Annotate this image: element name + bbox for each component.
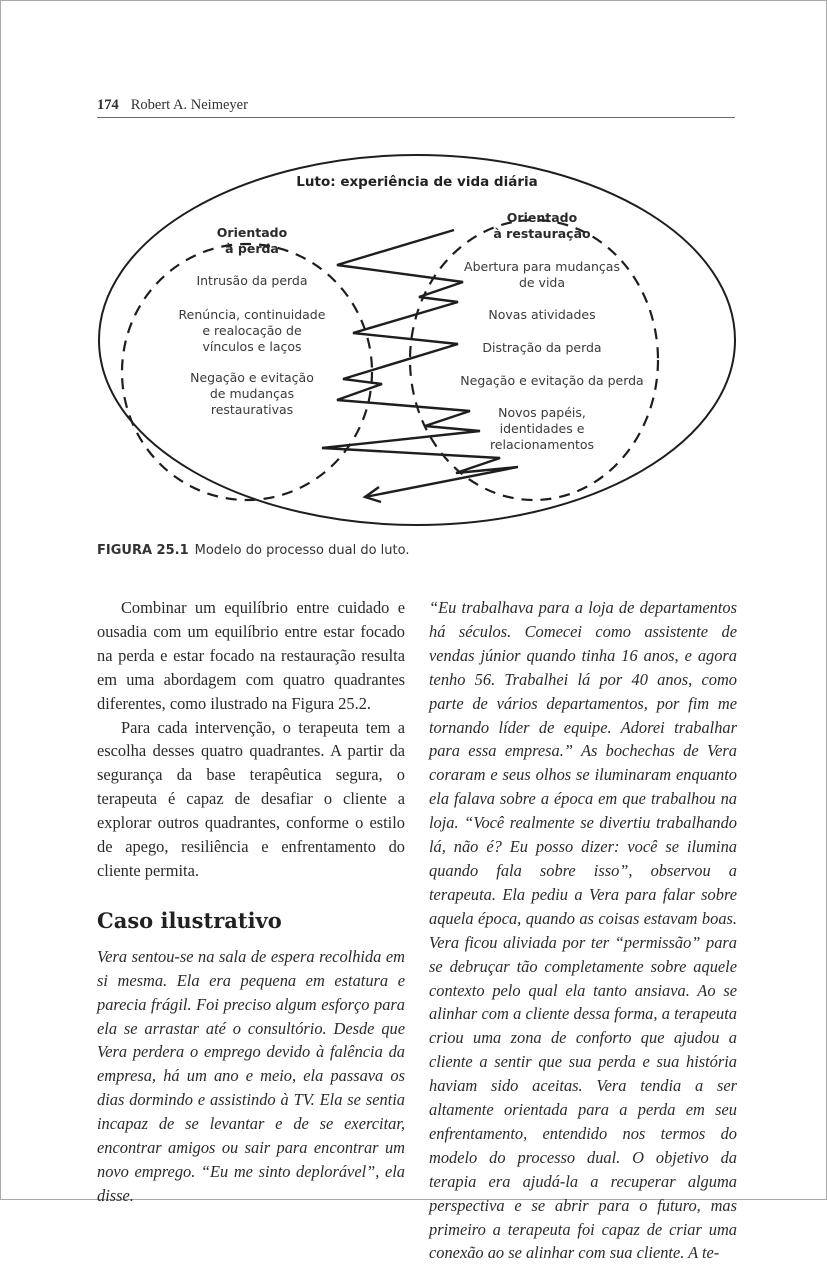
loss-item-intrusion [157,273,347,289]
loss-item-line: Intrusão da perda [196,273,308,288]
restoration-item-line: Novos papéis, [498,405,586,420]
restoration-item-line: relacionamentos [489,437,595,452]
restoration-heading-line2: à restauração [493,226,591,241]
loss-item-line: Renúncia, continuidade [178,307,326,322]
left-column [97,596,405,1208]
right-column [429,596,737,1265]
author-name: Robert A. Neimeyer [130,97,248,113]
running-head [97,97,735,118]
case-paragraph-continued: “Eu trabalhava para a loja de departamentos há séculos. Comecei como assistente de vendas júnior quando tinha 16 anos, e agora tenho 56. Trabalhei lá por 40 anos, como parte de vários departamentos, por fim me tornando líder de equipe. Adorei trabalhar para essa empresa.” As bochechas de Vera coraram e seus olhos se iluminaram enquanto ela falava sobre a época em que trabalhou na loja. “Você realmente se divertiu trabalhando lá, não é? Eu posso dizer: você se ilumina quando fala sobre isso”, observou a terapeuta. Ela pediu a Vera para falar sobre aquela época, quando as coisas estavam boas. Vera ficou aliviada por ter “permissão” para se debruçar tão completamente sobre aquele contexto pelo qual ela tanto ansiava. Ao se alinhar com a cliente dessa forma, a terapeuta criou uma zona de conforto que ajudou a cliente a sentir que sua perda e sua história haviam sido aceitas. Vera tendia a ser altamente orientada para a perda em seu enfrentamento, entendido nos termos do modelo do processo dual. O objetivo da terapia era ajudá-la a recuperar alguma perspectiva e se abrir para o futuro, mas primeiro a terapeuta foi capaz de criar uma conexão ao se alinhar com sua cliente. A te- [429,598,737,1263]
restoration-item-new-roles [452,405,632,453]
case-paragraph: Vera sentou-se na sala de espera recolhida em si mesma. Ela era pequena em estatura e parecia frágil. Foi preciso algum esforço para ela se arrastar até o consultório. Desde que Vera perdera o emprego devido à falência da empresa, há um ano e meio, ela passava os dias dormindo e assistindo à TV. Ela se sentia incapaz de se levantar e de se exercitar, encontrar amigos ou sair para encontrar um novo emprego. “Eu me sinto deplorável”, ela disse. [97,946,405,1205]
section-heading: Caso ilustrativo [97,907,282,933]
page-number: 174 [97,97,119,113]
loss-item-denial [157,370,347,418]
figure-title: Luto: experiência de vida diária [296,174,538,190]
loss-item-line: restaurativas [210,402,294,417]
dual-process-figure [97,150,737,530]
restoration-item-line: de vida [518,275,566,290]
restoration-item-new-activities [452,307,632,323]
loss-item-relinquishing [157,307,347,355]
figure-caption-label: FIGURA 25.1 [97,543,189,558]
figure-caption-text: Modelo do processo dual do luto. [194,543,410,558]
restoration-item-denial [452,373,652,389]
loss-item-line: vínculos e laços [202,339,302,354]
restoration-item-line: Negação e evitação da perda [460,373,644,388]
restoration-heading [472,210,612,242]
loss-item-line: e realocação de [202,323,302,338]
body-paragraph: Combinar um equilíbrio entre cuidado e ousadia com um equilíbrio entre estar focado na perda e estar focado na restauração resulta em uma abordagem com quatro quadrantes diferentes, como ilustrado na Figura 25.2. [97,598,405,713]
restoration-item-distraction [452,340,632,356]
restoration-item-line: Distração da perda [482,340,602,355]
restoration-heading-line1: Orientado [506,210,578,225]
restoration-item-line: Abertura para mudanças [464,259,620,274]
loss-heading [187,225,317,257]
restoration-item-openness [452,259,632,291]
figure-caption [97,543,409,558]
body-paragraph: Para cada intervenção, o terapeuta tem a escolha desses quatro quadrantes. A partir da segurança da base terapêutica segura, o terapeuta é capaz de desafiar o cliente a explorar outros quadrantes, conforme o estilo de apego, resiliência e enfrentamento do cliente permita. [97,717,405,880]
restoration-item-line: identidades e [499,421,585,436]
loss-heading-line1: Orientado [216,225,288,240]
loss-heading-line2: à perda [225,241,279,256]
restoration-item-line: Novas atividades [488,307,596,322]
loss-item-line: de mudanças [209,386,295,401]
loss-item-line: Negação e evitação [190,370,314,385]
